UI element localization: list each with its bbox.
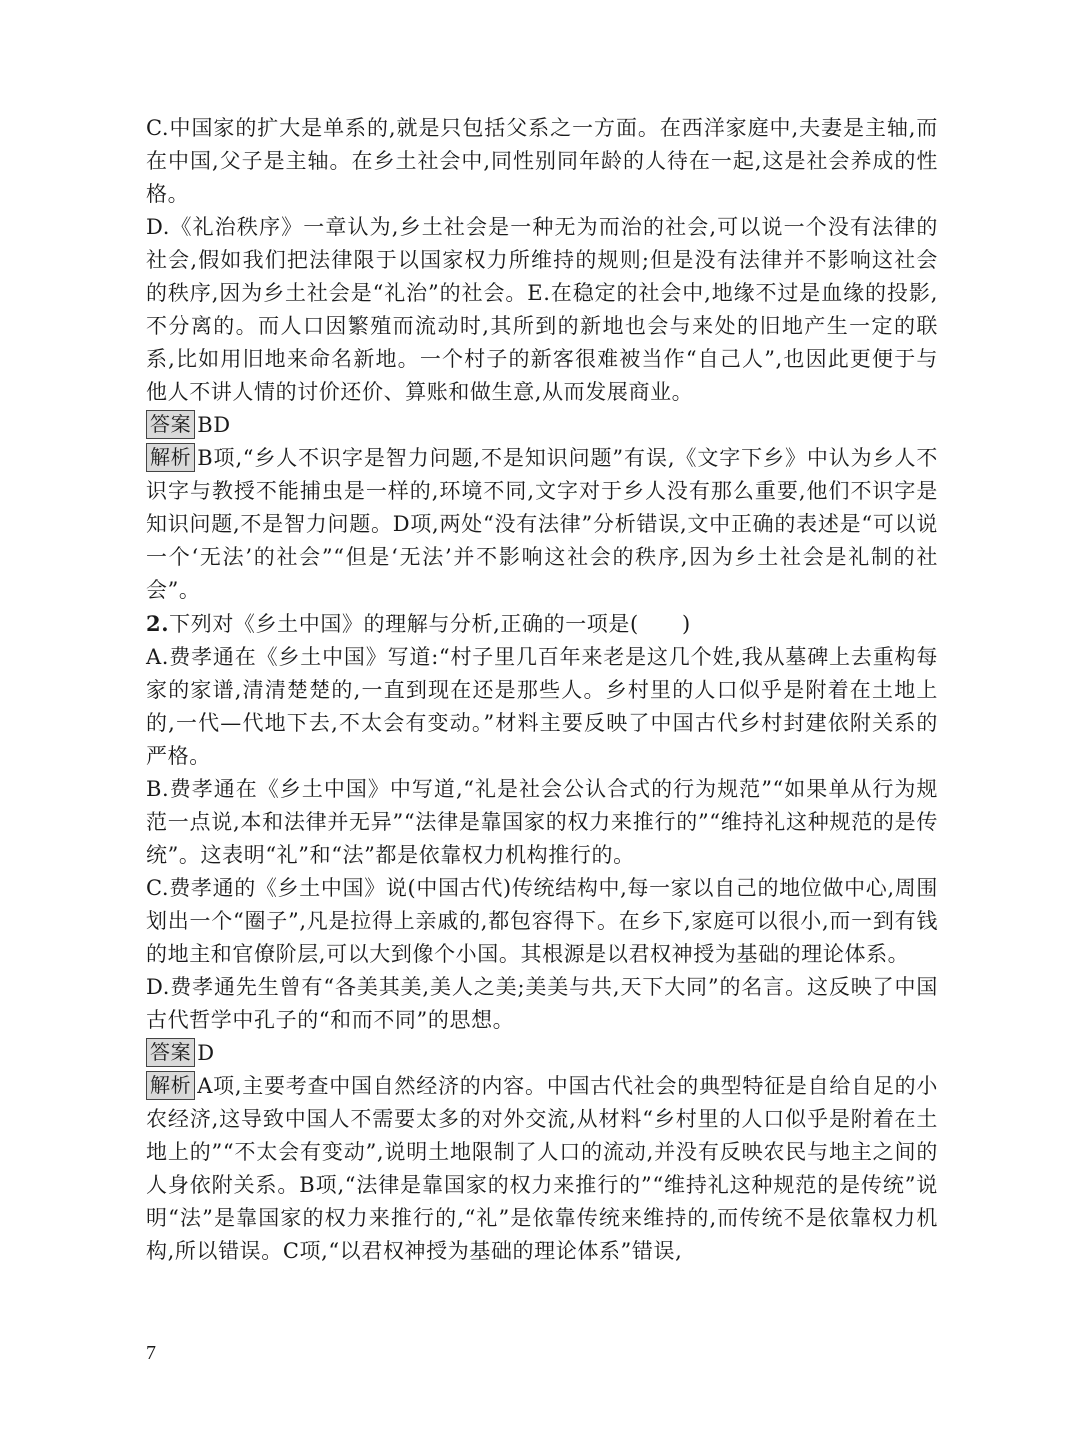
answer-2 [146,1037,938,1070]
answer-label: 答案 [146,1038,195,1067]
analysis-label: 解析 [146,1071,195,1100]
page-number: 7 [146,1342,156,1364]
option-a: A.费孝通在《乡土中国》写道:“村子里几百年来老是这几个姓,我从墓碑上去重构每家的家谱,清清楚楚的,一直到现在还是那些人。乡村里的人口似乎是附着在土地上的,一代—代地下去,不太会有变动。”材料主要反映了中国古代乡村封建依附关系的严格。 [146,645,938,768]
answer-value: BD [197,413,231,437]
analysis-text: B项,“乡人不识字是智力问题,不是知识问题”有误,《文字下乡》中认为乡人不识字与教授不能捕虫是一样的,环境不同,文字对于乡人没有那么重要,他们不识字是知识问题,不是智力问题。D项,两处“没有法律”分析错误,文中正确的表述是“可以说一个‘无法’的社会”“但是‘无法’并不影响这社会的秩序,因为乡土社会是礼制的社会”。 [146,446,938,602]
analysis-1 [146,442,938,607]
analysis-label: 解析 [146,443,195,472]
answer-value: D [197,1041,215,1065]
question-2 [146,607,938,641]
option-d: D.费孝通先生曾有“各美其美,美人之美;美美与共,天下大同”的名言。这反映了中国古代哲学中孔子的“和而不同”的思想。 [146,975,938,1032]
answer-label: 答案 [146,410,195,439]
option-c: C.费孝通的《乡土中国》说(中国古代)传统结构中,每一家以自己的地位做中心,周围划出一个“圈子”,凡是拉得上亲戚的,都包容得下。在乡下,家庭可以很小,而一到有钱的地主和官僚阶层,可以大到像个小国。其根源是以君权神授为基础的理论体系。 [146,876,938,966]
option-c-paragraph: C.中国家的扩大是单系的,就是只包括父系之一方面。在西洋家庭中,夫妻是主轴,而在中国,父子是主轴。在乡土社会中,同性别同年龄的人待在一起,这是社会养成的性格。 [146,116,938,206]
answer-1 [146,409,938,442]
question-number: 2. [146,611,170,636]
document-page [146,112,938,1268]
option-d-e-paragraph: D.《礼治秩序》一章认为,乡土社会是一种无为而治的社会,可以说一个没有法律的社会,假如我们把法律限于以国家权力所维持的规则;但是没有法律并不影响这社会的秩序,因为乡土社会是“礼治”的社会。E.在稳定的社会中,地缘不过是血缘的投影,不分离的。而人口因繁殖而流动时,其所到的新地也会与来处的旧地产生一定的联系,比如用旧地来命名新地。一个村子的新客很难被当作“自己人”,也因此更便于与他人不讲人情的讨价还价、算账和做生意,从而发展商业。 [146,215,938,404]
analysis-text: A项,主要考查中国自然经济的内容。中国古代社会的典型特征是自给自足的小农经济,这导致中国人不需要太多的对外交流,从材料“乡村里的人口似乎是附着在土地上的”“不太会有变动”,说明土地限制了人口的流动,并没有反映农民与地主之间的人身依附关系。B项,“法律是靠国家的权力来推行的”“维持礼这种规范的是传统”说明“法”是靠国家的权力来推行的,“礼”是依靠传统来维持的,而传统不是依靠权力机构,所以错误。C项,“以君权神授为基础的理论体系”错误, [146,1074,938,1263]
option-b: B.费孝通在《乡土中国》中写道,“礼是社会公认合式的行为规范”“如果单从行为规范一点说,本和法律并无异”“法律是靠国家的权力来推行的”“维持礼这种规范的是传统”。这表明“礼”和“法”都是依靠权力机构推行的。 [146,777,938,867]
analysis-2 [146,1070,938,1268]
question-stem: 下列对《乡土中国》的理解与分析,正确的一项是( ) [169,612,691,636]
